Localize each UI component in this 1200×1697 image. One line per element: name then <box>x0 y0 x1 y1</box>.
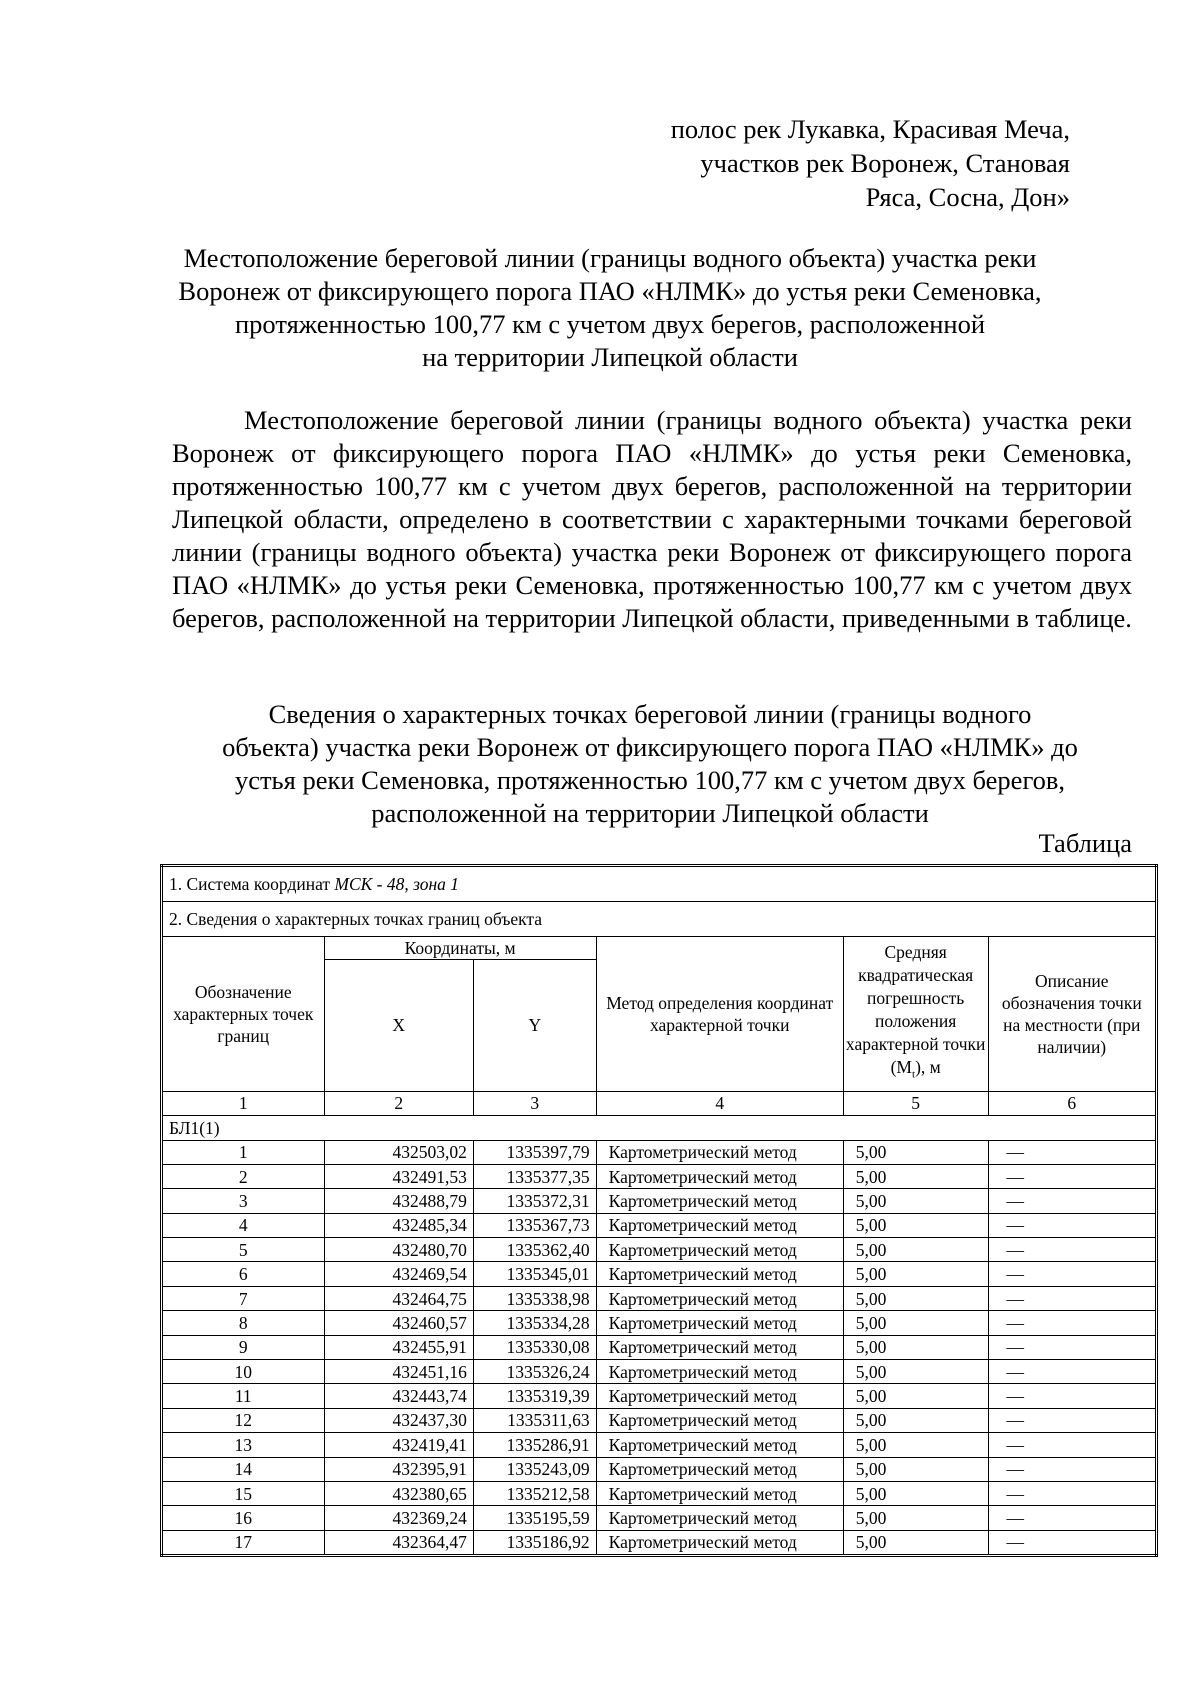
error-cell: 5,00 <box>843 1506 988 1530</box>
table-row <box>162 1262 1157 1286</box>
error-cell: 5,00 <box>843 1360 988 1384</box>
column-number: 1 <box>162 1091 325 1115</box>
description-cell: — <box>988 1506 1156 1530</box>
point-id-cell: 14 <box>162 1457 325 1481</box>
x-cell: 432480,70 <box>324 1238 473 1262</box>
point-id-cell: 2 <box>162 1164 325 1188</box>
error-cell: 5,00 <box>843 1481 988 1505</box>
point-id-cell: 3 <box>162 1189 325 1213</box>
x-cell: 432460,57 <box>324 1311 473 1335</box>
description-cell: — <box>988 1530 1156 1555</box>
description-cell: — <box>988 1189 1156 1213</box>
point-id-cell: 13 <box>162 1433 325 1457</box>
table-title <box>190 698 1110 830</box>
error-cell: 5,00 <box>843 1530 988 1555</box>
error-cell: 5,00 <box>843 1408 988 1432</box>
coordinates-table <box>160 864 1158 1557</box>
y-cell: 1335330,08 <box>473 1335 596 1359</box>
x-cell: 432451,16 <box>324 1360 473 1384</box>
x-cell: 432488,79 <box>324 1189 473 1213</box>
description-cell: — <box>988 1213 1156 1237</box>
table-row <box>162 1238 1157 1262</box>
table-row <box>162 1189 1157 1213</box>
y-cell: 1335362,40 <box>473 1238 596 1262</box>
title-line: протяженностью 100,77 км с учетом двух берегов, расположенной <box>235 309 985 339</box>
method-cell: Картометрический метод <box>596 1384 843 1408</box>
section-row <box>162 1115 1157 1140</box>
y-cell: 1335212,58 <box>473 1481 596 1505</box>
description-cell: — <box>988 1311 1156 1335</box>
description-cell: — <box>988 1335 1156 1359</box>
x-cell: 432455,91 <box>324 1335 473 1359</box>
x-cell: 432443,74 <box>324 1384 473 1408</box>
header-error-label: Средняя квадратическая погрешность положения характерной точки $(M_t)$, м <box>845 942 986 1081</box>
description-cell: — <box>988 1481 1156 1505</box>
column-number-row <box>162 1091 1157 1115</box>
coordinate-system-row <box>162 866 1157 902</box>
header-x: X <box>324 960 473 1091</box>
table-row <box>162 1481 1157 1505</box>
x-cell: 432419,41 <box>324 1433 473 1457</box>
document-title <box>150 242 1070 374</box>
error-cell: 5,00 <box>843 1286 988 1310</box>
point-id-cell: 17 <box>162 1530 325 1555</box>
object-info-row <box>162 902 1157 937</box>
error-cell: 5,00 <box>843 1213 988 1237</box>
y-cell: 1335311,63 <box>473 1408 596 1432</box>
error-cell: 5,00 <box>843 1457 988 1481</box>
table-title-line: устья реки Семеновка, протяженностью 100,77 км с учетом двух берегов, <box>234 765 1066 795</box>
x-cell: 432464,75 <box>324 1286 473 1310</box>
point-id-cell: 6 <box>162 1262 325 1286</box>
point-id-cell: 11 <box>162 1384 325 1408</box>
y-cell: 1335186,92 <box>473 1530 596 1555</box>
point-id-cell: 15 <box>162 1481 325 1505</box>
error-cell: 5,00 <box>843 1262 988 1286</box>
column-number: 2 <box>324 1091 473 1115</box>
x-cell: 432395,91 <box>324 1457 473 1481</box>
header-row <box>162 937 1157 960</box>
header-line: полос рек Лукавка, Красивая Меча, <box>670 114 1070 144</box>
point-id-cell: 16 <box>162 1506 325 1530</box>
object-info-label: 2. Сведения о характерных точках границ объекта <box>162 902 1157 937</box>
header-method: Метод определения координат характерной точки <box>596 937 843 1092</box>
table-title-line: объекта) участка реки Воронеж от фиксирующего порога ПАО «НЛМК» до <box>222 732 1078 762</box>
method-cell: Картометрический метод <box>596 1262 843 1286</box>
y-cell: 1335319,39 <box>473 1384 596 1408</box>
table-row <box>162 1140 1157 1164</box>
error-cell: 5,00 <box>843 1311 988 1335</box>
method-cell: Картометрический метод <box>596 1311 843 1335</box>
table-row <box>162 1457 1157 1481</box>
table-row <box>162 1213 1157 1237</box>
y-cell: 1335372,31 <box>473 1189 596 1213</box>
header-line: участков рек Воронеж, Становая <box>700 148 1070 178</box>
y-cell: 1335397,79 <box>473 1140 596 1164</box>
point-id-cell: 4 <box>162 1213 325 1237</box>
section-label: БЛ1(1) <box>162 1115 1157 1140</box>
table-row <box>162 1530 1157 1555</box>
description-cell: — <box>988 1164 1156 1188</box>
description-cell: — <box>988 1457 1156 1481</box>
header-y: Y <box>473 960 596 1091</box>
table-row <box>162 1433 1157 1457</box>
point-id-cell: 5 <box>162 1238 325 1262</box>
y-cell: 1335326,24 <box>473 1360 596 1384</box>
column-number: 3 <box>473 1091 596 1115</box>
title-line: на территории Липецкой области <box>422 342 798 372</box>
y-cell: 1335286,91 <box>473 1433 596 1457</box>
error-cell: 5,00 <box>843 1433 988 1457</box>
method-cell: Картометрический метод <box>596 1189 843 1213</box>
header-line: Ряса, Сосна, Дон» <box>865 182 1070 212</box>
y-cell: 1335195,59 <box>473 1506 596 1530</box>
y-cell: 1335243,09 <box>473 1457 596 1481</box>
method-cell: Картометрический метод <box>596 1530 843 1555</box>
error-cell: 5,00 <box>843 1335 988 1359</box>
y-cell: 1335377,35 <box>473 1164 596 1188</box>
description-cell: — <box>988 1262 1156 1286</box>
y-cell: 1335345,01 <box>473 1262 596 1286</box>
x-cell: 432485,34 <box>324 1213 473 1237</box>
method-cell: Картометрический метод <box>596 1408 843 1432</box>
table-row <box>162 1286 1157 1310</box>
table-row <box>162 1506 1157 1530</box>
error-cell: 5,00 <box>843 1238 988 1262</box>
title-line: Местоположение береговой линии (границы водного объекта) участка реки <box>183 243 1037 273</box>
table-label: Таблица <box>1038 828 1132 858</box>
method-cell: Картометрический метод <box>596 1433 843 1457</box>
table-row <box>162 1360 1157 1384</box>
x-cell: 432364,47 <box>324 1530 473 1555</box>
y-cell: 1335338,98 <box>473 1286 596 1310</box>
method-cell: Картометрический метод <box>596 1140 843 1164</box>
point-id-cell: 1 <box>162 1140 325 1164</box>
y-cell: 1335367,73 <box>473 1213 596 1237</box>
header-error <box>843 937 988 1092</box>
table-title-line: Сведения о характерных точках береговой линии (границы водного <box>268 699 1032 729</box>
description-cell: — <box>988 1384 1156 1408</box>
description-cell: — <box>988 1140 1156 1164</box>
description-cell: — <box>988 1433 1156 1457</box>
table-row <box>162 1384 1157 1408</box>
coordinate-system-label: 1. Система координат <box>169 874 335 894</box>
table-row <box>162 1408 1157 1432</box>
x-cell: 432491,53 <box>324 1164 473 1188</box>
x-cell: 432503,02 <box>324 1140 473 1164</box>
error-cell: 5,00 <box>843 1140 988 1164</box>
coordinate-system-value: МСК - 48, зона 1 <box>334 874 460 894</box>
point-id-cell: 9 <box>162 1335 325 1359</box>
point-id-cell: 12 <box>162 1408 325 1432</box>
method-cell: Картометрический метод <box>596 1213 843 1237</box>
table-row <box>162 1164 1157 1188</box>
description-cell: — <box>988 1408 1156 1432</box>
table-row <box>162 1335 1157 1359</box>
header-point: Обозначение характерных точек границ <box>162 937 325 1092</box>
point-id-cell: 10 <box>162 1360 325 1384</box>
table-title-line: расположенной на территории Липецкой области <box>371 798 929 828</box>
x-cell: 432380,65 <box>324 1481 473 1505</box>
method-cell: Картометрический метод <box>596 1481 843 1505</box>
y-cell: 1335334,28 <box>473 1311 596 1335</box>
error-cell: 5,00 <box>843 1384 988 1408</box>
header-coords: Координаты, м <box>324 937 596 960</box>
method-cell: Картометрический метод <box>596 1286 843 1310</box>
title-line: Воронеж от фиксирующего порога ПАО «НЛМК» до устья реки Семеновка, <box>178 276 1042 306</box>
x-cell: 432437,30 <box>324 1408 473 1432</box>
method-cell: Картометрический метод <box>596 1506 843 1530</box>
point-id-cell: 8 <box>162 1311 325 1335</box>
table-row <box>162 1311 1157 1335</box>
x-cell: 432469,54 <box>324 1262 473 1286</box>
point-id-cell: 7 <box>162 1286 325 1310</box>
column-number: 5 <box>843 1091 988 1115</box>
description-cell: — <box>988 1238 1156 1262</box>
column-number: 4 <box>596 1091 843 1115</box>
method-cell: Картометрический метод <box>596 1360 843 1384</box>
method-cell: Картометрический метод <box>596 1164 843 1188</box>
method-cell: Картометрический метод <box>596 1335 843 1359</box>
document-header <box>671 112 1070 214</box>
method-cell: Картометрический метод <box>596 1457 843 1481</box>
body-paragraph: Местоположение береговой линии (границы водного объекта) участка реки Воронеж от фиксирующего порога ПАО «НЛМК» до устья реки Семеновка, протяженностью 100,77 км с учетом двух берегов, расположенной на территории Липецкой области, определено в соответствии с характерными точками береговой линии (границы водного объекта) участка реки Воронеж от фиксирующего порога ПАО «НЛМК» до устья реки Семеновка, протяженностью 100,77 км с учетом двух берегов, расположенной на территории Липецкой области, приведенными в таблице. <box>172 405 1132 633</box>
method-cell: Картометрический метод <box>596 1238 843 1262</box>
x-cell: 432369,24 <box>324 1506 473 1530</box>
error-cell: 5,00 <box>843 1189 988 1213</box>
description-cell: — <box>988 1286 1156 1310</box>
column-number: 6 <box>988 1091 1156 1115</box>
header-description: Описание обозначения точки на местности (при наличии) <box>988 937 1156 1092</box>
error-cell: 5,00 <box>843 1164 988 1188</box>
description-cell: — <box>988 1360 1156 1384</box>
